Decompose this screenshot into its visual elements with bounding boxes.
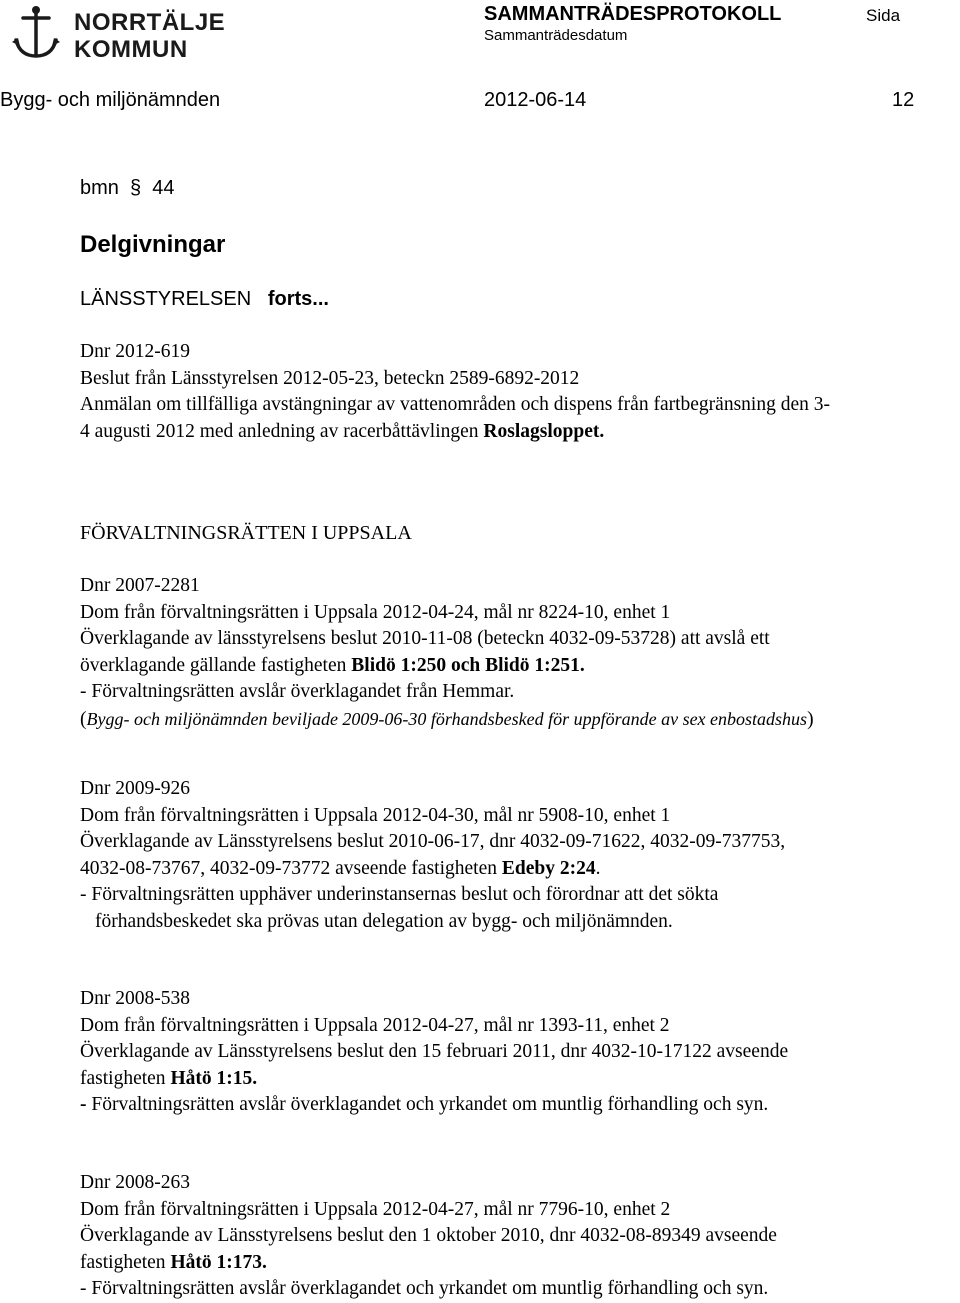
case-line: Överklagande av länsstyrelsens beslut 2010-11-08 (beteckn 4032-09-53728) att avslå ett [80, 628, 770, 649]
note-text: Bygg- och miljönämnden beviljade 2009-06-30 förhandsbesked för uppförande av sex enbostadshus [86, 708, 808, 729]
ruling-dash: - [80, 1094, 87, 1115]
case-text: fastigheten [80, 1251, 171, 1273]
property-name: Roslagsloppet. [483, 420, 605, 442]
case-dnr: Dnr 2009-926 [80, 778, 190, 799]
case-line: Överklagande av Länsstyrelsens beslut 2010-06-17, dnr 4032-09-71622, 4032-09-737753, [80, 831, 786, 852]
property-name: Blidö 1:250 och Blidö 1:251. [351, 654, 585, 676]
case-block-2009-926 [80, 776, 785, 935]
property-name: Edeby 2:24 [501, 857, 596, 879]
anchor-icon [6, 4, 66, 64]
case-line [80, 419, 830, 446]
case-line [80, 1066, 788, 1093]
case-block-2008-538 [80, 986, 788, 1119]
case-dnr: Dnr 2012-619 [80, 341, 190, 362]
case-line [80, 1250, 777, 1277]
section-heading-forvaltningsratten: FÖRVALTNINGSRÄTTEN I UPPSALA [80, 522, 412, 544]
case-block-2008-263 [80, 1170, 777, 1303]
page-title: Delgivningar [80, 231, 226, 258]
case-line: Dom från förvaltningsrätten i Uppsala 2012-04-27, mål nr 7796-10, enhet 2 [80, 1198, 671, 1220]
case-line [80, 856, 785, 883]
case-line: Beslut från Länsstyrelsen 2012-05-23, beteckn 2589-6892-2012 [80, 367, 580, 389]
page-label: Sida [866, 6, 901, 25]
meeting-date-label: Sammanträdesdatum [484, 27, 628, 44]
case-text: 4032-08-73767, 4032-09-73772 avseende fastigheten [80, 857, 502, 879]
logo-line-2: KOMMUN [74, 36, 188, 63]
case-ruling: - Förvaltningsrätten avslår överklagandet från Hemmar. [80, 681, 515, 702]
case-text-end: . [595, 857, 601, 879]
section-heading-suffix: forts... [267, 288, 329, 310]
paragraph-number: 44 [152, 177, 175, 199]
property-name: Håtö 1:15. [170, 1067, 258, 1089]
property-name: Håtö 1:173. [170, 1251, 267, 1273]
case-note [80, 706, 814, 734]
case-line: Dom från förvaltningsrätten i Uppsala 2012-04-24, mål nr 8224-10, enhet 1 [80, 601, 671, 623]
case-ruling: - Förvaltningsrätten avslår överklagandet och yrkandet om muntlig förhandling och syn. [80, 1278, 769, 1299]
note-close-paren: ) [807, 708, 814, 730]
case-dnr: Dnr 2008-263 [80, 1172, 190, 1193]
case-ruling [80, 1092, 788, 1119]
ruling-text: Förvaltningsrätten avslår överklagandet och yrkandet om muntlig förhandling och syn. [86, 1094, 769, 1115]
section-heading-lansstyrelsen [80, 288, 329, 311]
logo-line-1: NORRTÄLJE [74, 9, 226, 36]
committee-name: Bygg- och miljönämnden [0, 89, 221, 111]
note-open-paren: ( [80, 708, 87, 730]
case-block-2012-619 [80, 339, 830, 445]
meeting-date: 2012-06-14 [484, 89, 587, 111]
municipality-logo [6, 4, 236, 66]
case-text: överklagande gällande fastigheten [80, 654, 352, 676]
page-number: 12 [892, 89, 915, 111]
section-sign: § [130, 177, 142, 199]
document-title: SAMMANTRÄDESPROTOKOLL [484, 3, 782, 25]
case-text: 4 augusti 2012 med anledning av racerbåttävlingen [80, 420, 484, 442]
case-line [80, 653, 814, 680]
case-ruling: - Förvaltningsrätten upphäver underinstansernas beslut och förordnar att det sökta [80, 884, 719, 905]
case-line: Överklagande av Länsstyrelsens beslut den 1 oktober 2010, dnr 4032-08-89349 avseende [80, 1225, 777, 1246]
case-line: Överklagande av Länsstyrelsens beslut den 15 februari 2011, dnr 4032-10-17122 avseende [80, 1041, 789, 1062]
case-dnr: Dnr 2008-538 [80, 988, 190, 1009]
case-ruling-continued: förhandsbeskedet ska prövas utan delegation av bygg- och miljönämnden. [95, 910, 673, 932]
case-block-2007-2281 [80, 573, 814, 733]
section-heading-text: LÄNSSTYRELSEN [80, 288, 252, 310]
case-line: Dom från förvaltningsrätten i Uppsala 2012-04-27, mål nr 1393-11, enhet 2 [80, 1014, 670, 1036]
case-line: Dom från förvaltningsrätten i Uppsala 2012-04-30, mål nr 5908-10, enhet 1 [80, 804, 671, 826]
case-text: fastigheten [80, 1067, 171, 1089]
paragraph-label: bmn [80, 177, 119, 199]
case-line: Anmälan om tillfälliga avstängningar av vattenområden och dispens från fartbegränsning den 3- [80, 394, 830, 415]
paragraph-reference [80, 177, 175, 200]
case-dnr: Dnr 2007-2281 [80, 575, 200, 596]
